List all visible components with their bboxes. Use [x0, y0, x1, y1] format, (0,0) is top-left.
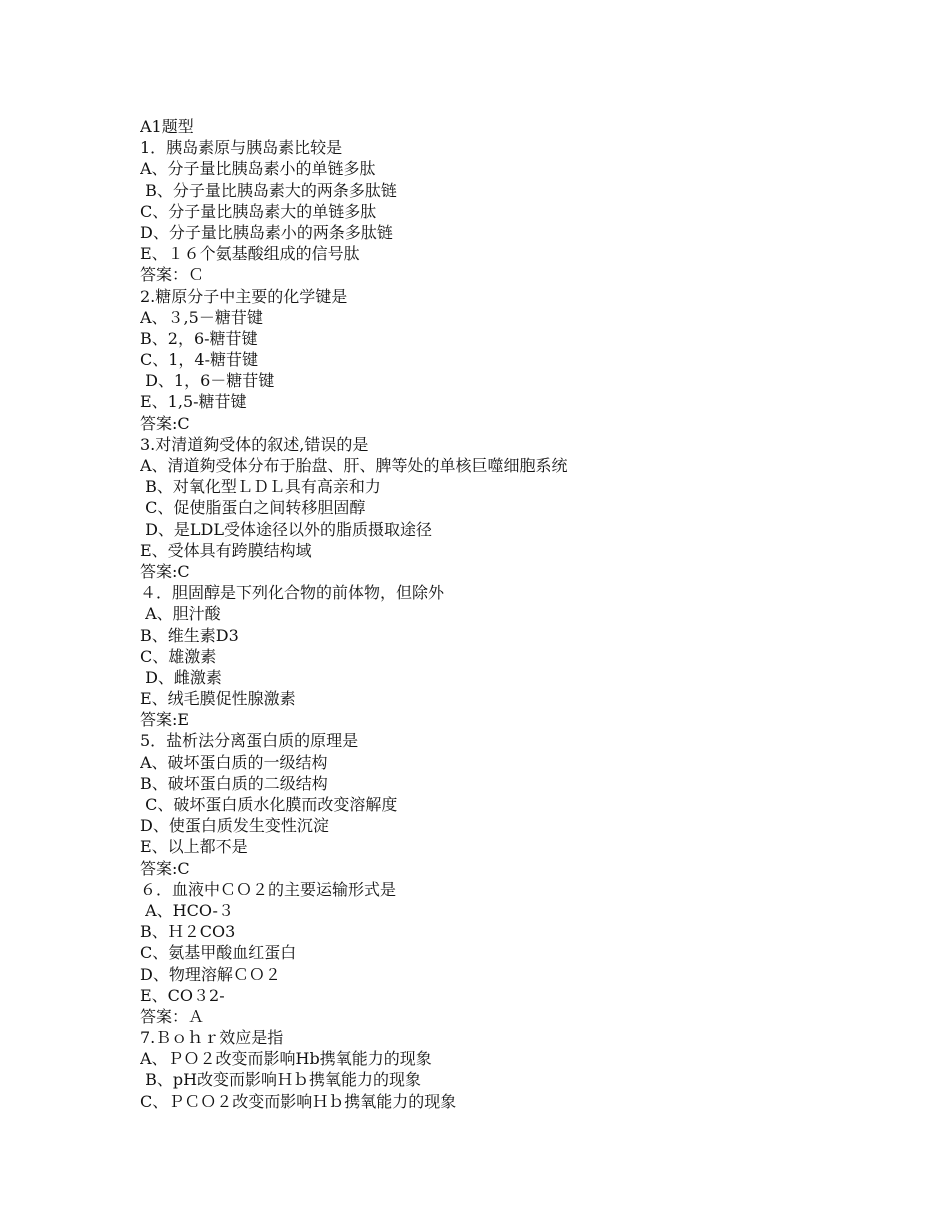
- question-6-stem: ６．血液中ＣＯ２的主要运输形式是: [140, 879, 397, 899]
- question-3-option-c: C、促使脂蛋白之间转移胆固醇: [140, 498, 366, 518]
- question-3-option-b: B、对氧化型ＬＤＬ具有高亲和力: [140, 477, 381, 497]
- question-4-stem: ４．胆固醇是下列化合物的前体物，但除外: [140, 583, 445, 603]
- question-7-option-c: C、ＰＣＯ２改变而影响Ｈｂ携氧能力的现象: [140, 1091, 457, 1111]
- question-5-option-c: C、破坏蛋白质水化膜而改变溶解度: [140, 795, 398, 814]
- question-6-option-d: D、物理溶解ＣＯ２: [140, 964, 281, 984]
- question-6-answer: 答案：Ａ: [140, 1006, 205, 1026]
- question-3-answer: 答案:C: [140, 561, 190, 581]
- question-1-stem: 1．胰岛素原与胰岛素比较是: [140, 138, 343, 158]
- question-4-option-d: D、雌激素: [140, 667, 222, 687]
- question-4-option-e: E、绒毛膜促性腺激素: [140, 689, 296, 709]
- question-5-stem: 5．盐析法分离蛋白质的原理是: [140, 731, 359, 751]
- question-2-option-a: A、３,5－糖苷键: [140, 307, 263, 327]
- section-heading: A1题型: [140, 117, 194, 136]
- question-2-stem: 2.糖原分子中主要的化学键是: [140, 286, 348, 306]
- question-4-option-b: B、维生素D3: [140, 625, 239, 645]
- question-1-option-a: A、分子量比胰岛素小的单链多肽: [140, 159, 376, 179]
- question-7-option-b: B、pH改变而影响Ｈｂ携氧能力的现象: [140, 1070, 422, 1090]
- question-1-option-c: C、分子量比胰岛素大的单链多肽: [140, 201, 377, 221]
- question-5-option-b: B、破坏蛋白质的二级结构: [140, 773, 328, 793]
- question-5-option-a: A、破坏蛋白质的一级结构: [140, 752, 328, 772]
- question-2-answer: 答案:C: [140, 413, 190, 433]
- document-body: [140, 116, 860, 1112]
- question-5-answer: 答案:C: [140, 858, 190, 878]
- question-2-option-d: D、1，6－糖苷键: [140, 371, 275, 391]
- question-2-option-b: B、2，6-糖苷键: [140, 328, 258, 348]
- question-6-option-e: E、CO３2-: [140, 985, 225, 1005]
- question-3-option-e: E、受体具有跨膜结构域: [140, 540, 312, 560]
- question-1-answer: 答案：Ｃ: [140, 265, 205, 285]
- question-7-option-a: A、ＰＯ２改变而影响Hb携氧能力的现象: [140, 1049, 432, 1069]
- question-3-option-a: A、清道夠受体分布于胎盘、肝、脾等处的单核巨噬细胞系统: [140, 456, 568, 475]
- question-6-option-c: C、氨基甲酸血红蛋白: [140, 943, 297, 963]
- question-6-option-a: A、HCO-３: [140, 900, 234, 920]
- question-3-option-d: D、是LDL受体途径以外的脂质摄取途径: [140, 519, 432, 539]
- question-7-stem: 7.Ｂｏｈｒ效应是指: [140, 1028, 284, 1048]
- question-4-option-c: C、雄激素: [140, 646, 217, 666]
- question-1-option-e: E、１６个氨基酸组成的信号肽: [140, 244, 360, 264]
- question-4-option-a: A、胆汁酸: [140, 604, 221, 624]
- question-2-option-e: E、1,5-糖苷键: [140, 392, 247, 412]
- question-5-option-d: D、使蛋白质发生变性沉淀: [140, 816, 329, 836]
- question-6-option-b: B、Ｈ２CO3: [140, 922, 236, 942]
- question-1-option-b: B、分子量比胰岛素大的两条多肽链: [140, 180, 397, 200]
- question-3-stem: 3.对清道夠受体的叙述,错误的是: [140, 434, 369, 454]
- question-5-option-e: E、以上都不是: [140, 837, 248, 857]
- question-4-answer: 答案:E: [140, 710, 190, 730]
- question-2-option-c: C、1，4-糖苷键: [140, 350, 259, 370]
- question-1-option-d: D、分子量比胰岛素小的两条多肽链: [140, 222, 393, 242]
